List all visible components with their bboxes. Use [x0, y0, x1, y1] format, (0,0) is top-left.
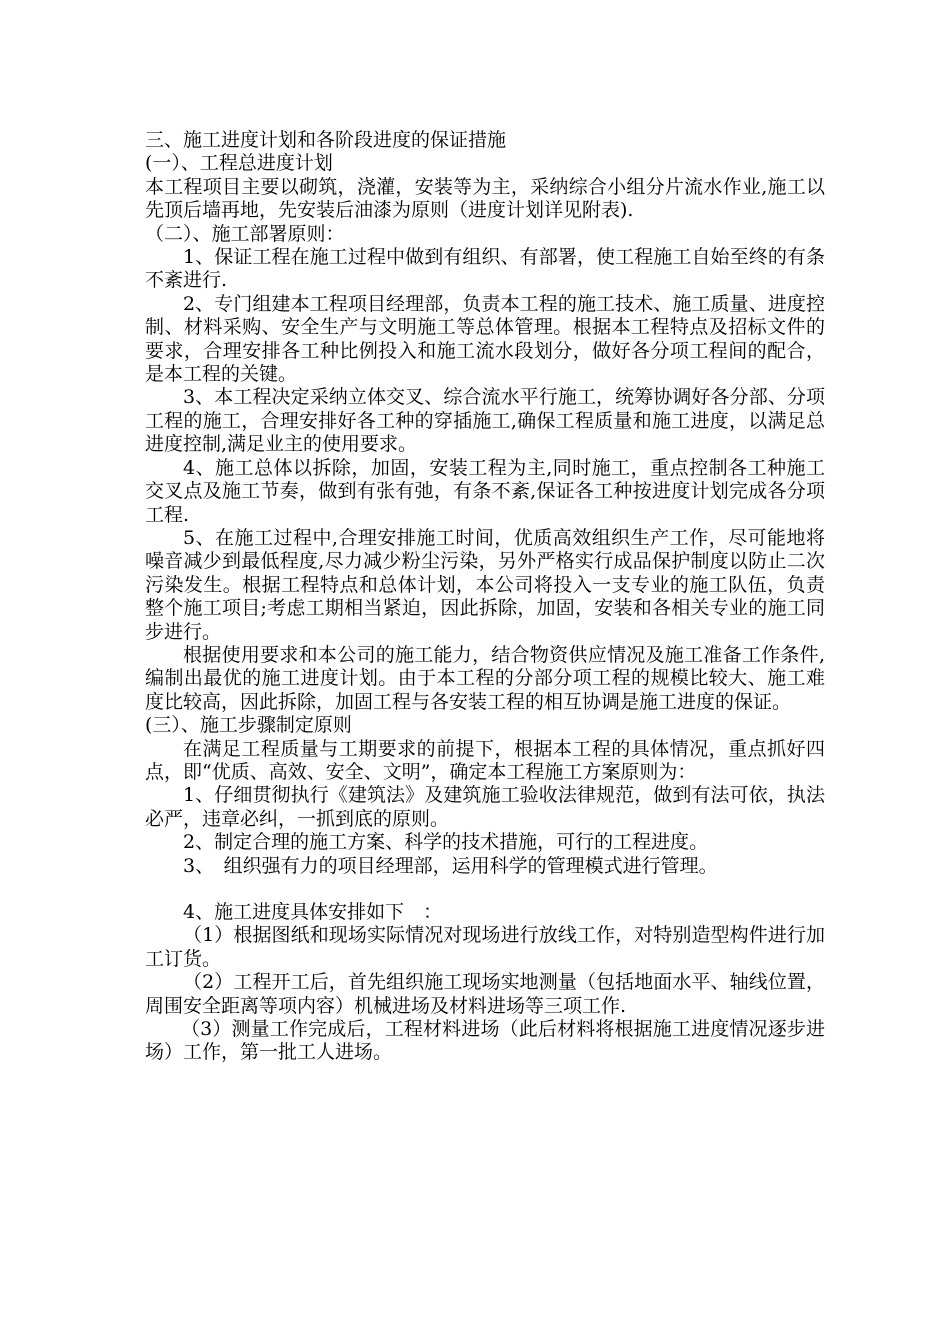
paragraph-rule-3: 3、 组织强有力的项目经理部，运用科学的管理模式进行管理。	[183, 854, 718, 877]
paragraph-rule-1: 1、仔细贯彻执行《建筑法》及建筑施工验收法律规范，做到有法可依，执法必严，违章必纠，一抓到底的原则。	[145, 784, 825, 830]
paragraph-schedule-3: （3）测量工作完成后，工程材料进场（此后材料将根据施工进度情况逐步进场）工作，第一批工人进场。	[145, 1018, 825, 1064]
paragraph-principle-1: 1、保证工程在施工过程中做到有组织、有部署，使工程施工自始至终的有条不紊进行.	[145, 246, 825, 292]
paragraph-planning: 根据使用要求和本公司的施工能力，结合物资供应情况及施工准备工作条件,编制出最优的施工进度计划。由于本工程的分部分项工程的规模比较大、施工难度比较高，因此拆除，加固工程与各安装工程的相互协调是施工进度的保证。	[145, 643, 825, 713]
paragraph-schedule-1: （1）根据图纸和现场实际情况对现场进行放线工作，对特别造型构件进行加工订货。	[145, 924, 825, 970]
paragraph-overview: 本工程项目主要以砌筑，浇灌，安装等为主，采纳综合小组分片流水作业,施工以先顶后墙再地，先安装后油漆为原则（进度计划详见附表).	[145, 175, 825, 222]
document-body	[145, 129, 825, 1065]
subsection-heading-2: （二）、施工部署原则：	[145, 222, 345, 245]
paragraph-premise: 在满足工程质量与工期要求的前提下，根据本工程的具体情况，重点抓好四点，即“优质、高效、安全、文明”，确定本工程施工方案原则为：	[145, 737, 825, 783]
paragraph-schedule-2: （2）工程开工后，首先组织施工现场实地测量（包括地面水平、轴线位置，周围安全距离等项内容）机械进场及材料进场等三项工作.	[145, 971, 825, 1017]
paragraph-schedule-intro: 4、施工进度具体安排如下 ：	[183, 901, 443, 923]
subsection-heading-1: (一）、工程总进度计划	[145, 152, 333, 175]
subsection-heading-3: (三）、施工步骤制定原则	[145, 714, 352, 737]
paragraph-rule-2: 2、制定合理的施工方案、科学的技术措施，可行的工程进度。	[183, 831, 709, 854]
paragraph-principle-2: 2、专门组建本工程项目经理部，负责本工程的施工技术、施工质量、进度控制、材料采购、安全生产与文明施工等总体管理。根据本工程特点及招标文件的要求，合理安排各工种比例投入和施工流水段划分，做好各分项工程间的配合，是本工程的关键。	[145, 292, 825, 386]
paragraph-principle-4: 4、施工总体以拆除，加固，安装工程为主,同时施工，重点控制各工种施工交叉点及施工节奏，做到有张有弛，有条不紊,保证各工种按进度计划完成各分项工程.	[145, 456, 825, 526]
paragraph-principle-5: 5、在施工过程中,合理安排施工时间，优质高效组织生产工作，尽可能地将噪音减少到最低程度,尽力减少粉尘污染，另外严格实行成品保护制度以防止二次污染发生。根据工程特点和总体计划，本公司将投入一支专业的施工队伍，负责整个施工项目;考虑工期相当紧迫，因此拆除，加固，安装和各相关专业的施工同步进行。	[145, 526, 825, 643]
paragraph-principle-3: 3、本工程决定采纳立体交叉、综合流水平行施工，统筹协调好各分部、分项工程的施工，合理安排好各工种的穿插施工,确保工程质量和施工进度，以满足总进度控制,满足业主的使用要求。	[145, 386, 825, 456]
section-heading: 三、施工进度计划和各阶段进度的保证措施	[145, 129, 507, 151]
